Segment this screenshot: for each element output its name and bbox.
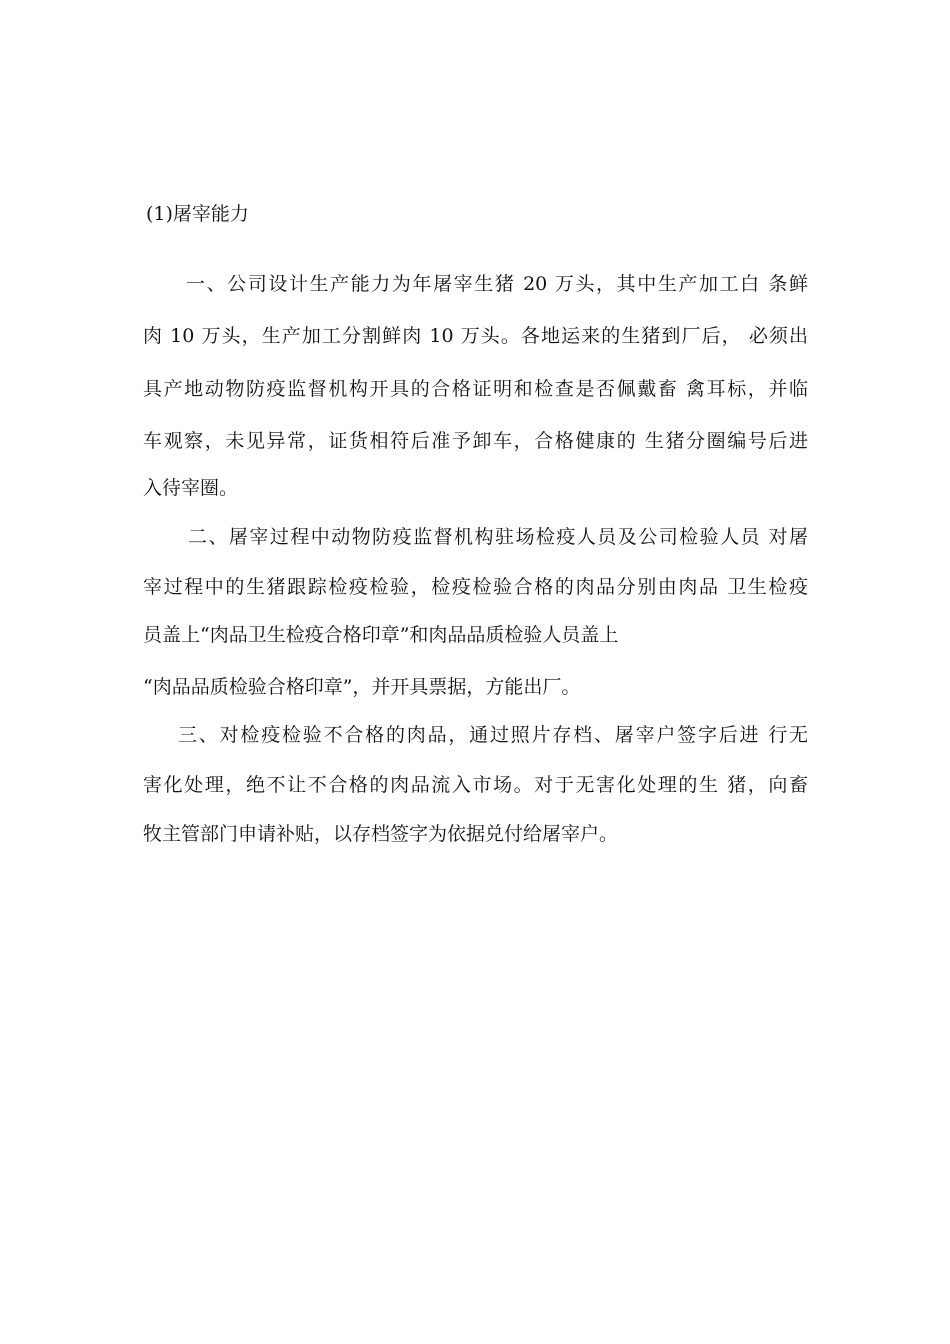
paragraph-1-line-5: 入待宰圈。 — [143, 477, 239, 499]
section-heading: (1)屠宰能力 — [146, 203, 249, 225]
paragraph-1-line-2: 肉 10 万头，生产加工分割鲜肉 10 万头。各地运来的生猪到厂后， 必须出 — [143, 325, 808, 347]
paragraph-3-line-3: 牧主管部门申请补贴，以存档签字为依据兑付给屠宰户。 — [143, 823, 619, 845]
paragraph-2-line-1: 二、屠宰过程中动物防疫监督机构驻场检疫人员及公司检验人员 对屠 — [188, 526, 808, 548]
paragraph-1-line-3: 具产地动物防疫监督机构开具的合格证明和检查是否佩戴畜 禽耳标，并临 — [143, 378, 808, 400]
paragraph-3-line-1: 三、对检疫检验不合格的肉品，通过照片存档、屠宰户签字后进 行无 — [178, 724, 808, 746]
paragraph-2-line-3: 员盖上“肉品卫生检疫合格印章”和肉品品质检验人员盖上 — [143, 624, 619, 646]
paragraph-1-line-4: 车观察，未见异常，证货相符后准予卸车，合格健康的 生猪分圈编号后进 — [143, 430, 808, 452]
paragraph-1-line-1: 一、公司设计生产能力为年屠宰生猪 20 万头，其中生产加工白 条鲜 — [186, 273, 808, 295]
paragraph-2-line-2: 宰过程中的生猪跟踪检疫检验，检疫检验合格的肉品分别由肉品 卫生检疫 — [143, 576, 808, 598]
paragraph-3-line-2: 害化处理，绝不让不合格的肉品流入市场。对于无害化处理的生 猪，向畜 — [143, 774, 808, 796]
paragraph-2-line-4: “肉品品质检验合格印章”，并开具票据，方能出厂。 — [143, 676, 581, 698]
